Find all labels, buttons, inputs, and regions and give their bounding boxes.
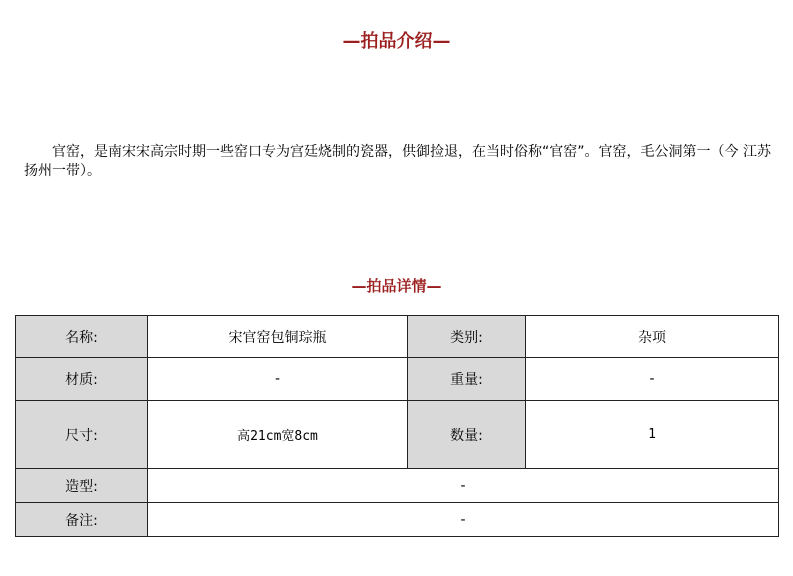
table-row: [16, 358, 779, 401]
size-label: 尺寸:: [16, 401, 148, 469]
table-row: [16, 401, 779, 469]
name-label: 名称:: [16, 316, 148, 358]
remarks-value: -: [148, 503, 779, 537]
weight-label: 重量:: [408, 358, 526, 401]
weight-value: -: [526, 358, 779, 401]
shape-label: 造型:: [16, 469, 148, 503]
table-row: [16, 316, 779, 358]
table-row: [16, 503, 779, 537]
shape-value: -: [148, 469, 779, 503]
details-section-title: —拍品详情—: [351, 277, 442, 295]
intro-paragraph: 官窑，是南宋宋高宗时期一些窑口专为宫廷烧制的瓷器，供御捡退，在当时俗称“官窑”。官窑，毛公洞第一（今 江苏扬州一带）。: [24, 144, 771, 179]
remarks-label: 备注:: [16, 503, 148, 537]
category-label: 类别:: [408, 316, 526, 358]
intro-section-title: —拍品介绍—: [342, 31, 451, 52]
table-row: [16, 469, 779, 503]
size-value: 高21cm宽8cm: [148, 401, 408, 469]
quantity-label: 数量:: [408, 401, 526, 469]
name-value: 宋官窑包铜琮瓶: [148, 316, 408, 358]
material-value: -: [148, 358, 408, 401]
quantity-value: 1: [526, 401, 779, 469]
category-value: 杂项: [526, 316, 779, 358]
details-table: [15, 315, 779, 537]
material-label: 材质:: [16, 358, 148, 401]
